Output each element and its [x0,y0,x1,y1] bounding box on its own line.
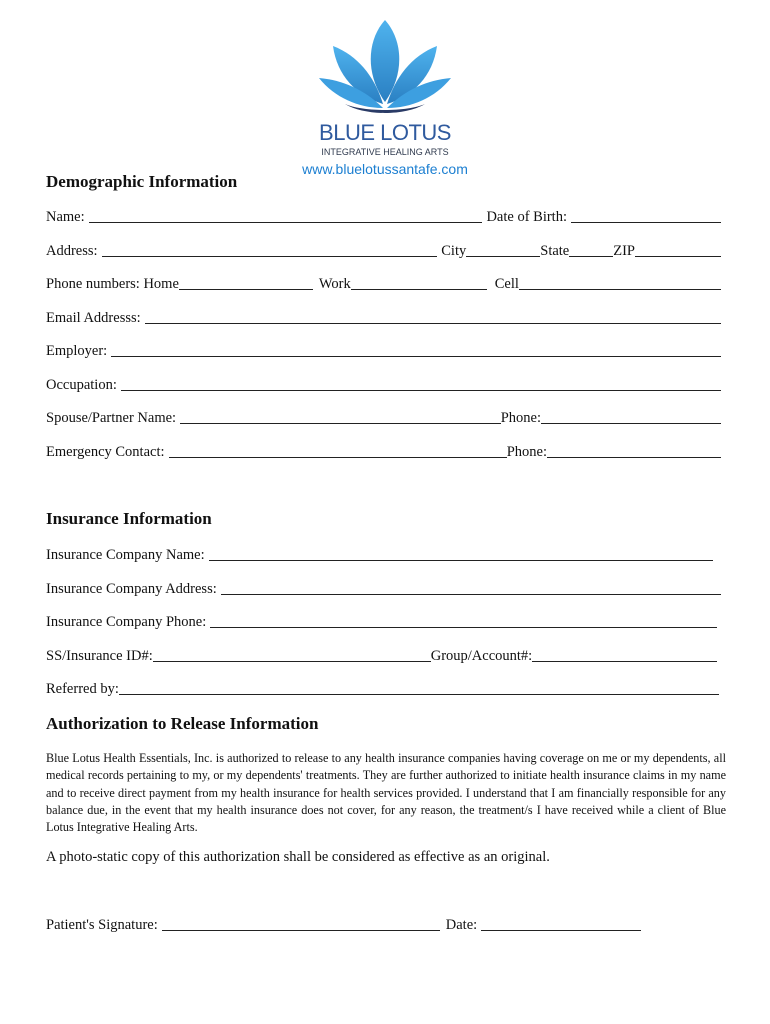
address-row [46,240,721,260]
phone-work-field[interactable] [351,275,487,290]
ss-insurance-id-label: SS/Insurance ID#: [46,648,153,664]
insurance-company-name-label: Insurance Company Name: [46,547,205,563]
date-label: Date: [445,917,478,933]
spouse-phone-label: Phone: [500,410,541,426]
signature-row [46,914,641,934]
spouse-label: Spouse/Partner Name: [46,410,177,426]
emergency-phone-label: Phone: [506,444,547,460]
dob-field[interactable] [571,208,721,223]
referred-by-field[interactable] [119,680,719,695]
lotus-flower-icon [315,16,455,120]
email-label: Email Addresss: [46,310,141,326]
group-account-label: Group/Account#: [430,648,533,664]
name-label: Name: [46,209,85,225]
occupation-label: Occupation: [46,377,117,393]
insurance-company-phone-label: Insurance Company Phone: [46,614,207,630]
logo-subtitle: INTEGRATIVE HEALING ARTS [321,147,449,157]
phone-home-label: Phone numbers: Home [46,276,179,292]
insurance-heading: Insurance Information [46,509,212,528]
group-account-field[interactable] [532,647,717,662]
insurance-company-name-field[interactable] [209,546,713,561]
emergency-label: Emergency Contact: [46,444,165,460]
address-field[interactable] [102,242,438,257]
logo-name: BLUE LOTUS [319,120,451,145]
emergency-field[interactable] [169,443,507,458]
zip-label: ZIP [613,243,635,259]
work-label: Work [318,276,351,292]
email-row [46,307,721,327]
city-label: City [441,243,467,259]
employer-label: Employer: [46,343,108,359]
state-label: State [540,243,570,259]
authorization-heading: Authorization to Release Information [46,714,319,733]
date-field[interactable] [481,916,641,931]
city-field[interactable] [466,242,540,257]
employer-row [46,340,721,360]
address-label: Address: [46,243,98,259]
name-field[interactable] [89,208,483,223]
insurance-company-phone-field[interactable] [210,613,717,628]
spouse-row [46,407,721,427]
email-field[interactable] [145,309,721,324]
dob-label: Date of Birth: [486,209,567,225]
insurance-company-address-label: Insurance Company Address: [46,581,217,597]
photo-static-statement: A photo-static copy of this authorization shall be considered as effective as an original. [46,849,550,865]
insurance-address-row [46,578,721,598]
demographic-heading: Demographic Information [46,172,238,191]
logo-url: www.bluelotussantafe.com [302,161,468,177]
state-field[interactable] [569,242,613,257]
spouse-phone-field[interactable] [541,409,721,424]
insurance-name-row [46,544,721,564]
occupation-row [46,374,721,394]
occupation-field[interactable] [121,376,721,391]
spouse-field[interactable] [180,409,501,424]
emergency-row [46,441,721,461]
signature-label: Patient's Signature: [46,917,158,933]
emergency-phone-field[interactable] [547,443,721,458]
insurance-company-address-field[interactable] [221,580,721,595]
phone-row [46,273,721,293]
authorization-paragraph: Blue Lotus Health Essentials, Inc. is authorized to release to any health insurance companies having coverage on me or my dependents, all medical records pertaining to my, or my dependents' treatments. They are further authorized to initiate health insurance claims in my name and to receive direct payment from my health insurance for health services provided. I understand that I am financially responsible for any balance due, in the event that my health insurance does not cover, for any reason, the treatment/s I have received while a client of Blue Lotus Integrative Healing Arts. [46,751,726,835]
phone-home-field[interactable] [179,275,313,290]
signature-field[interactable] [162,916,440,931]
insurance-phone-row [46,611,721,631]
zip-field[interactable] [635,242,721,257]
ss-insurance-id-field[interactable] [153,647,431,662]
blue-lotus-logo [285,16,485,177]
referred-by-label: Referred by: [46,681,119,697]
phone-cell-field[interactable] [519,275,721,290]
referred-row [46,678,721,698]
name-row [46,206,721,226]
insurance-id-row [46,645,721,665]
employer-field[interactable] [111,342,721,357]
cell-label: Cell [494,276,519,292]
